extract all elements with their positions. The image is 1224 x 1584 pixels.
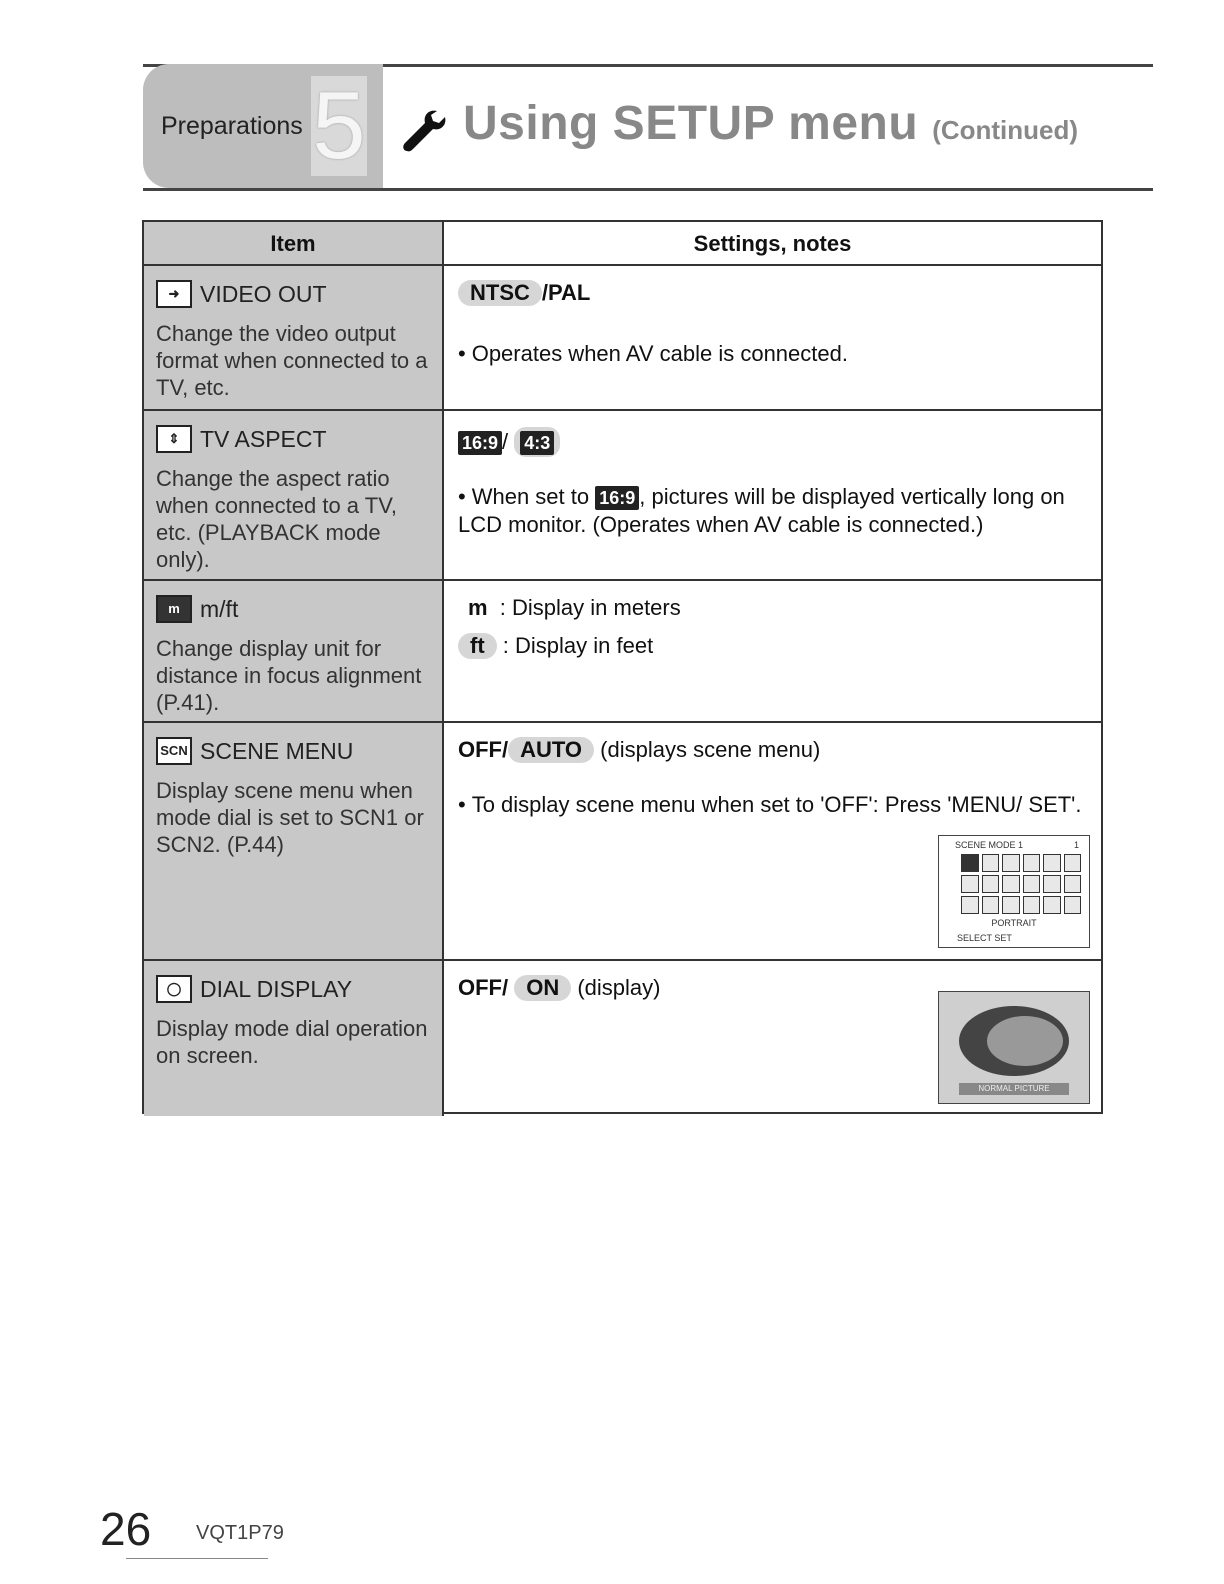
footer-divider: [126, 1558, 268, 1559]
item-description: Change the aspect ratio when connected to a TV, etc. (PLAYBACK mode only).: [156, 466, 397, 572]
aspect-4-3-icon: 4:3: [520, 431, 554, 455]
section-tab: [143, 64, 383, 188]
setting-note: • Operates when AV cable is connected.: [458, 341, 848, 366]
section-label: Preparations: [161, 112, 303, 140]
setting-options: 16:9 / 4:3: [458, 427, 560, 457]
table-row: [144, 721, 1101, 959]
page-number: 26: [100, 1503, 152, 1555]
item-title: SCN SCENE MENU: [156, 737, 353, 765]
setting-options: NTSC /PAL: [458, 280, 590, 306]
setting-options: OFF/ ON (display): [458, 975, 661, 1000]
item-description: Change the video output format when connected to a TV, etc.: [156, 321, 428, 400]
setting-note: • To display scene menu when set to 'OFF': Press 'MENU/ SET'.: [458, 792, 1082, 817]
tv-aspect-icon: ⇕: [156, 425, 192, 453]
video-out-icon: ➜: [156, 280, 192, 308]
item-title: ◯ DIAL DISPLAY: [156, 975, 352, 1003]
title-suffix: (Continued): [932, 115, 1079, 145]
table-row: [144, 959, 1101, 1116]
settings-table: [142, 220, 1103, 1114]
column-header-item: Item: [144, 222, 444, 264]
item-description: Display scene menu when mode dial is set to SCN1 or SCN2. (P.44): [156, 778, 424, 857]
dial-display-screenshot: NORMAL PICTURE: [938, 991, 1090, 1104]
selected-option: AUTO: [508, 737, 594, 763]
item-title: ➜ VIDEO OUT: [156, 280, 327, 308]
selected-option: ON: [514, 975, 571, 1001]
item-description: Display mode dial operation on screen.: [156, 1016, 428, 1068]
m-ft-icon: m: [156, 595, 192, 623]
table-row: [144, 264, 1101, 409]
title-main: Using SETUP menu: [463, 97, 919, 150]
item-description: Change display unit for distance in focus alignment (P.41).: [156, 636, 422, 715]
item-title: ⇕ TV ASPECT: [156, 425, 327, 453]
wrench-icon: [397, 105, 449, 157]
model-code: VQT1P79: [196, 1522, 284, 1544]
table-row: [144, 579, 1101, 721]
setting-option: ft : Display in feet: [458, 633, 653, 659]
setting-option: m : Display in meters: [468, 595, 681, 620]
table-row: [144, 409, 1101, 579]
item-title: m m/ft: [156, 595, 238, 623]
selected-option: ft: [458, 633, 497, 659]
page-title: [397, 96, 1078, 166]
column-header-settings: Settings, notes: [693, 231, 852, 256]
setting-note: • When set to 16:9 , pictures will be displayed vertically long on LCD monitor. (Operates when AV cable is connected.): [458, 484, 1065, 537]
scene-menu-screenshot: SCENE MODE 1 1 PORTRAIT SELECT SET: [938, 835, 1090, 948]
aspect-16-9-icon: 16:9: [595, 486, 639, 510]
setting-options: OFF/ AUTO (displays scene menu): [458, 737, 821, 762]
dial-display-icon: ◯: [156, 975, 192, 1003]
selected-option: NTSC: [458, 280, 542, 306]
section-number: 5: [312, 72, 366, 179]
aspect-16-9-icon: 16:9: [458, 431, 502, 455]
scn-icon: SCN: [156, 737, 192, 765]
